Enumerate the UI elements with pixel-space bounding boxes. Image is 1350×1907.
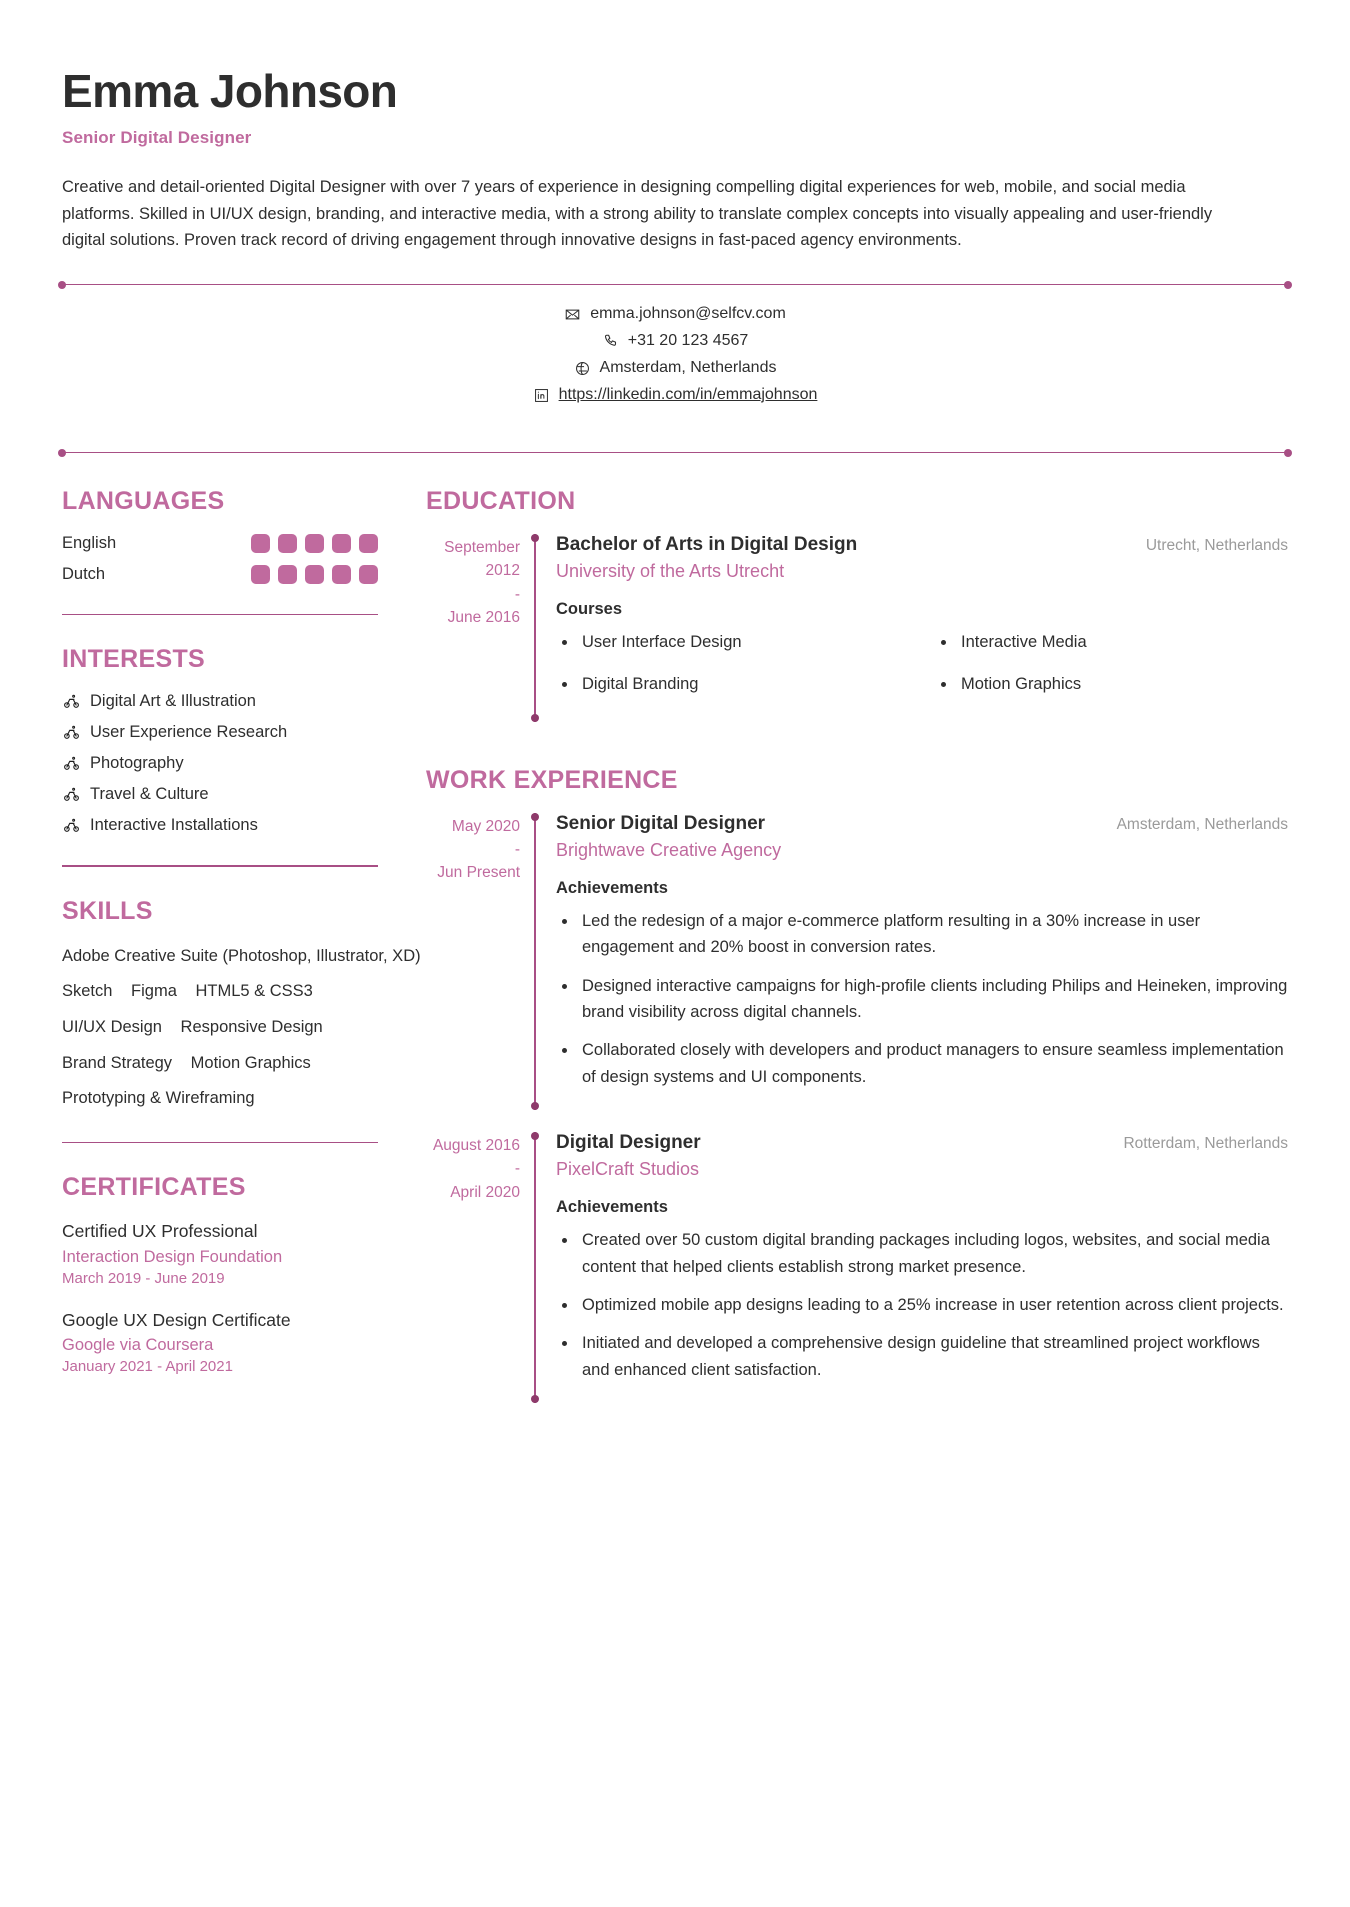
date-separator: - [514,585,520,603]
skill-chip: Responsive Design [180,1017,323,1036]
skill-chip: Adobe Creative Suite (Photoshop, Illustrator, XD) [62,946,421,965]
work-date-range [426,813,534,1110]
contact-phone-row [602,332,749,350]
language-item [62,565,378,584]
languages-section [62,487,378,584]
job-location: Amsterdam, Netherlands [1116,815,1288,833]
skill-chip: UI/UX Design [62,1017,162,1036]
bicycle-icon [62,816,81,835]
achievements-label: Achievements [556,878,668,897]
work-body [556,813,1288,1110]
level-square [251,565,270,584]
skill-line [62,1051,378,1077]
level-square [278,565,297,584]
candidate-name: Emma Johnson [62,65,398,117]
certificate-issuer: Google via Coursera [62,1336,214,1355]
timeline-line [534,534,536,722]
skill-line [62,979,378,1005]
right-column [402,487,1288,1403]
skills-section [62,896,421,1112]
work-experience-title: WORK EXPERIENCE [426,765,678,794]
date-start: May 2020 [451,817,520,835]
certificate-item [62,1309,378,1376]
achievement-item: Designed interactive campaigns for high-profile clients including Philips and Heineken, improving brand visibility across digital channels. [556,973,1288,1026]
achievement-item: Led the redesign of a major e-commerce platform resulting in a 30% increase in user engagement and 20% boost in conversion rates. [556,908,1288,961]
main-columns [62,487,1288,1403]
achievements-label: Achievements [556,1198,668,1217]
interest-label: Photography [90,754,184,773]
language-level-meter [251,534,378,553]
interest-item [62,754,378,773]
education-entry [426,534,1288,722]
language-item [62,534,378,553]
level-square [305,534,324,553]
contact-linkedin-link[interactable]: https://linkedin.com/in/emmajohnson [558,386,818,404]
achievements-list [556,908,1288,1090]
candidate-job-title: Senior Digital Designer [62,127,252,147]
linkedin-icon [533,387,550,404]
bicycle-icon [62,692,81,711]
work-entry [426,813,1288,1110]
achievement-item: Created over 50 custom digital branding packages including logos, websites, and social media content that helped clients establish strong market presence. [556,1227,1288,1280]
certificate-item [62,1220,378,1287]
globe-icon [574,360,591,377]
course-item: Motion Graphics [935,671,1288,697]
contact-location-text: Amsterdam, Netherlands [599,359,777,377]
level-square [359,565,378,584]
level-square [305,565,324,584]
bicycle-icon [62,723,81,742]
section-gap [426,722,1288,766]
contact-email-text[interactable]: emma.johnson@selfcv.com [590,305,786,323]
job-location: Rotterdam, Netherlands [1123,1135,1288,1153]
company-name: Brightwave Creative Agency [556,839,782,860]
certificate-name: Google UX Design Certificate [62,1309,291,1330]
level-square [332,565,351,584]
skill-chip: HTML5 & CSS3 [195,982,313,1001]
date-start: September 2012 [444,539,520,580]
course-item: User Interface Design [556,629,909,655]
interest-item [62,723,378,742]
courses-label: Courses [556,600,623,619]
language-level-meter [251,565,378,584]
work-header [556,1132,1288,1154]
contact-location-row [574,359,777,377]
contact-bottom-divider [62,452,1288,453]
bicycle-icon [62,785,81,804]
entry-gap [426,1110,1288,1132]
skill-chip: Motion Graphics [190,1053,311,1072]
degree-title: Bachelor of Arts in Digital Design [556,534,858,556]
school-name: University of the Arts Utrecht [556,561,785,582]
interest-label: Interactive Installations [90,816,258,835]
interest-label: Digital Art & Illustration [90,692,256,711]
timeline-line [534,813,536,1110]
interest-label: User Experience Research [90,723,288,742]
skill-chip: Sketch [62,982,113,1001]
interest-item [62,785,378,804]
interest-item [62,816,378,835]
education-date-range [426,534,534,722]
left-divider-3 [62,1142,378,1143]
courses-list [556,629,1288,714]
course-item: Interactive Media [935,629,1288,655]
work-header [556,813,1288,835]
envelope-icon [564,306,581,323]
contact-block [62,285,1288,422]
interests-title: INTERESTS [62,645,205,674]
education-body [556,534,1288,722]
date-end: April 2020 [450,1183,520,1201]
skill-line [62,944,421,970]
language-name: Dutch [62,565,106,584]
skill-chip: Brand Strategy [62,1053,173,1072]
education-location: Utrecht, Netherlands [1145,537,1288,555]
skills-title: SKILLS [62,896,153,925]
job-role: Senior Digital Designer [556,812,766,834]
course-item: Digital Branding [556,671,909,697]
languages-title: LANGUAGES [62,487,225,516]
achievement-item: Optimized mobile app designs leading to a 25% increase in user retention across client projects. [556,1292,1288,1318]
level-square [251,534,270,553]
left-column [62,487,421,1403]
skill-chip: Prototyping & Wireframing [62,1089,255,1108]
bicycle-icon [62,754,81,773]
job-role: Digital Designer [556,1132,701,1154]
certificate-date: January 2021 - April 2021 [62,1358,233,1376]
achievements-list [556,1227,1288,1383]
interest-item [62,692,378,711]
certificates-title: CERTIFICATES [62,1173,246,1202]
level-square [359,534,378,553]
education-section [426,487,1288,722]
professional-summary: Creative and detail-oriented Digital Designer with over 7 years of experience in designing compelling digital experiences for web, mobile, and social media platforms. Skilled in UI/UX design, branding, and interactive media, with a strong ability to translate complex concepts into visually appealing and user-friendly digital solutions. Proven track record of driving engagement through innovative designs in fast-paced agency environments. [62,177,1213,250]
language-name: English [62,534,117,553]
level-square [332,534,351,553]
contact-email-row [564,305,786,323]
achievement-item: Collaborated closely with developers and product managers to ensure seamless implementation of design systems and UI components. [556,1037,1288,1090]
certificate-issuer: Interaction Design Foundation [62,1247,283,1266]
certificate-name: Certified UX Professional [62,1221,258,1242]
interests-section [62,645,378,835]
contact-phone-text[interactable]: +31 20 123 4567 [627,332,749,350]
skill-chip: Figma [131,982,177,1001]
certificate-date: March 2019 - June 2019 [62,1269,225,1287]
company-name: PixelCraft Studios [556,1159,700,1180]
date-end: Jun Present [437,864,520,882]
education-header [556,534,1288,556]
header-block [62,65,1288,254]
work-body [556,1132,1288,1403]
level-square [278,534,297,553]
education-title: EDUCATION [426,487,576,516]
phone-icon [602,333,619,350]
achievement-item: Initiated and developed a comprehensive design guideline that streamlined project workflows and enhanced client satisfaction. [556,1330,1288,1383]
skill-line [62,1015,378,1041]
work-date-range [426,1132,534,1403]
date-start: August 2016 [432,1137,520,1155]
certificates-section [62,1173,378,1375]
date-separator: - [514,1160,520,1178]
left-divider-1 [62,614,378,615]
interest-label: Travel & Culture [90,785,209,804]
timeline-line [534,1132,536,1403]
contact-linkedin-row [533,386,818,404]
date-end: June 2016 [447,608,520,626]
work-entry [426,1132,1288,1403]
contact-top-divider [62,284,1288,285]
work-experience-section [426,766,1288,1403]
skill-line [62,1086,378,1112]
left-divider-2 [62,865,378,866]
date-separator: - [514,841,520,859]
